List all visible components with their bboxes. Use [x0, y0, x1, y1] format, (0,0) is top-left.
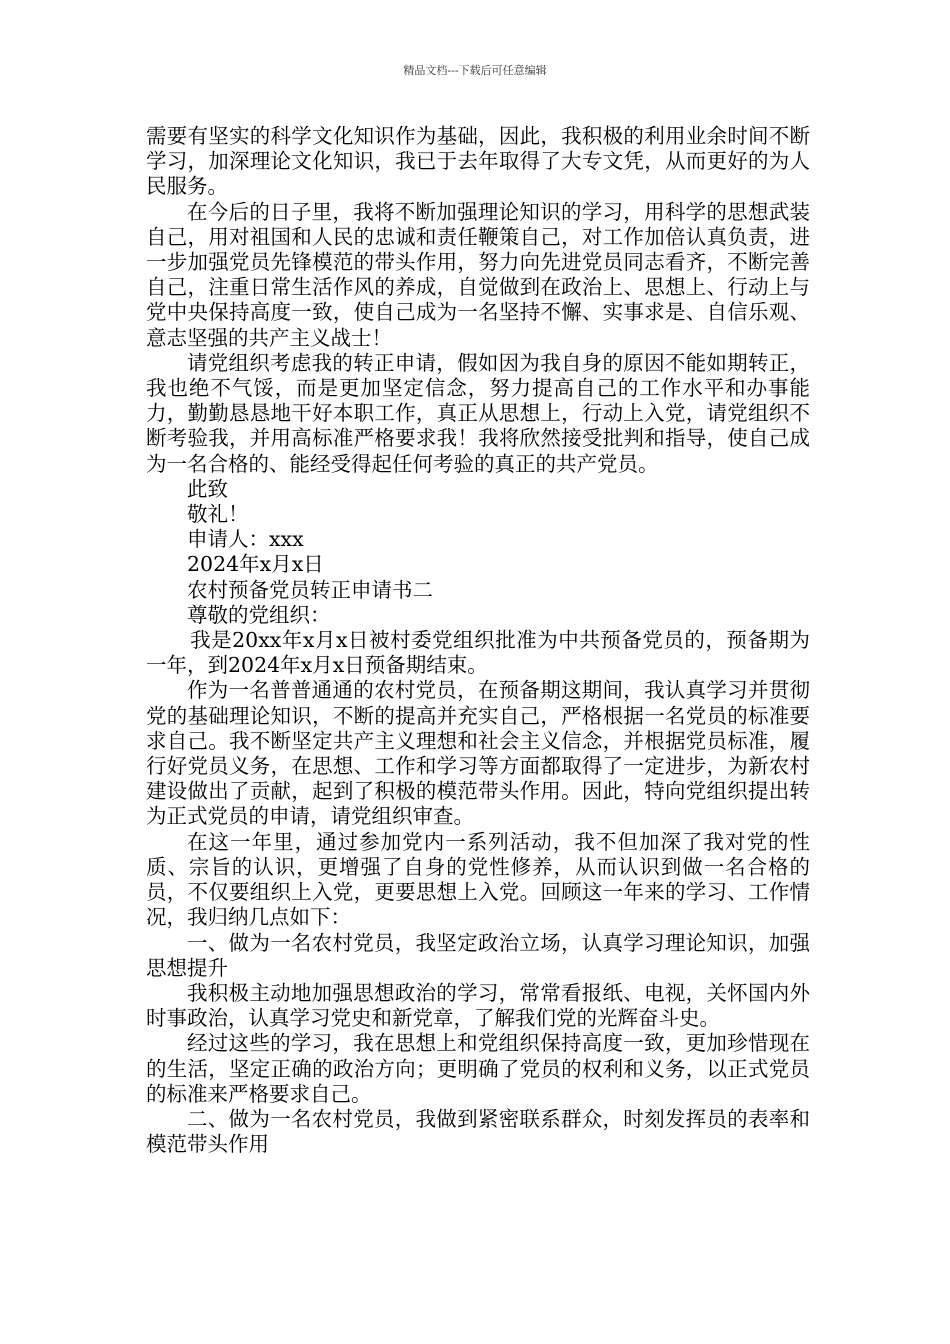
- paragraph: 一、做为一名农村党员，我坚定政治立场，认真学习理论知识，加强思想提升: [146, 930, 810, 980]
- paragraph: 我是20xx年x月x日被村委党组织批准为中共预备党员的，预备期为一年，到2024年x月x日预备期结束。: [146, 628, 810, 678]
- paragraph: 作为一名普普通通的农村党员，在预备期这期间，我认真学习并贯彻党的基础理论知识，不断的提高并充实自己，严格根据一名党员的标准要求自己。我不断坚定共产主义理想和社会主义信念，并根据党员标准，履行好党员义务，在思想、工作和学习等方面都取得了一定进步，为新农村建设做出了贡献，起到了积极的模范带头作用。因此，特向党组织提出转为正式党员的申请，请党组织审查。: [146, 678, 810, 829]
- paragraph: 请党组织考虑我的转正申请，假如因为我自身的原因不能如期转正，我也绝不气馁，而是更加坚定信念，努力提高自己的工作水平和办事能力，勤勤恳恳地干好本职工作，真正从思想上，行动上入党，请党组织不断考验我，并用高标准严格要求我！我将欣然接受批判和指导，使自己成为一名合格的、能经受得起任何考验的真正的共产党员。: [146, 350, 810, 476]
- paragraph: 需要有坚实的科学文化知识作为基础，因此，我积极的利用业余时间不断学习，加深理论文化知识，我已于去年取得了大专文凭，从而更好的为人民服务。: [146, 124, 810, 199]
- closing-salutation: 此致: [187, 476, 228, 501]
- document-body: [146, 124, 810, 1157]
- paragraph: 在这一年里，通过参加党内一系列活动，我不但加深了我对党的性质、宗旨的认识，更增强了自身的党性修养，从而认识到做一名合格的员，不仅要组织上入党，更要思想上入党。回顾这一年来的学习、工作情况，我归纳几点如下：: [146, 829, 810, 930]
- paragraph: 经过这些的学习，我在思想上和党组织保持高度一致，更加珍惜现在的生活，坚定正确的政治方向；更明确了党员的权利和义务，以正式党员的标准来严格要求自己。: [146, 1031, 810, 1106]
- paragraph: 在今后的日子里，我将不断加强理论知识的学习，用科学的思想武装自己，用对祖国和人民的忠诚和责任鞭策自己，对工作加倍认真负责，进一步加强党员先锋模范的带头作用，努力向先进党员同志看齐，不断完善自己，注重日常生活作风的养成，自觉做到在政治上、思想上、行动上与党中央保持高度一致，使自己成为一名坚持不懈、实事求是、自信乐观、意志坚强的共产主义战士！: [146, 199, 810, 350]
- closing-regards: 敬礼！: [187, 502, 249, 527]
- paragraph: 二、做为一名农村党员，我做到紧密联系群众，时刻发挥员的表率和模范带头作用: [146, 1106, 810, 1157]
- paragraph: 我积极主动地加强思想政治的学习，常常看报纸、电视，关怀国内外时事政治，认真学习党史和新党章，了解我们党的光辉奋斗史。: [146, 980, 810, 1031]
- section-title: 农村预备党员转正申请书二: [187, 577, 433, 602]
- applicant-signature: 申请人：xxx: [187, 527, 304, 552]
- salutation: 尊敬的党组织：: [187, 602, 331, 627]
- signature-date: 2024年x月x日: [187, 552, 324, 577]
- page-header-note: 精品文档---下载后可任意编辑: [403, 64, 547, 77]
